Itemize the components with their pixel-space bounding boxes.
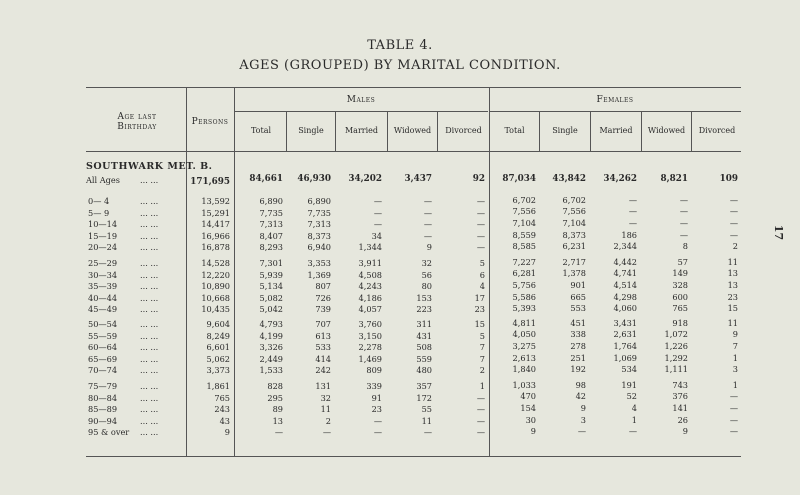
cell-male-single: 726 bbox=[315, 292, 331, 303]
cell-female-married: — bbox=[628, 206, 637, 217]
cell-female-divorced: 15 bbox=[727, 303, 738, 314]
cell-female-single: 553 bbox=[570, 303, 586, 314]
all-ages-dots: ... ... bbox=[140, 175, 159, 185]
cell-male-total: 8,407 bbox=[259, 230, 283, 241]
cell-female-married: 534 bbox=[621, 364, 637, 375]
cell-male-married: 1,469 bbox=[358, 353, 382, 364]
all-ages-persons: 171,695 bbox=[190, 177, 230, 187]
cell-male-widowed: 480 bbox=[416, 365, 432, 376]
cell-female-widowed: 918 bbox=[672, 317, 688, 328]
cell-male-widowed: — bbox=[423, 196, 432, 206]
cell-female-divorced: 1 bbox=[732, 379, 738, 390]
header-female-total: Total bbox=[504, 126, 525, 135]
cell-persons: 16,966 bbox=[201, 230, 230, 241]
cell-female-total: 6,281 bbox=[512, 268, 536, 279]
cell-male-widowed: 431 bbox=[416, 330, 432, 341]
cell-male-single: 7,313 bbox=[307, 219, 331, 230]
cell-male-widowed: 559 bbox=[416, 353, 432, 364]
cell-female-total: 3,275 bbox=[512, 341, 536, 351]
cell-female-married: 4,514 bbox=[613, 280, 637, 290]
cell-male-widowed: 80 bbox=[421, 281, 432, 292]
age-label: 75—79 bbox=[88, 381, 118, 391]
cell-male-divorced: — bbox=[476, 242, 485, 253]
cell-male-divorced: 5 bbox=[479, 330, 485, 341]
leader-dots: ... ... bbox=[140, 392, 159, 403]
cell-male-divorced: — bbox=[476, 415, 485, 426]
cell-female-single: 278 bbox=[570, 341, 586, 351]
cell-male-divorced: — bbox=[476, 207, 485, 218]
cell-persons: 12,220 bbox=[201, 269, 230, 280]
cell-male-divorced: 5 bbox=[479, 258, 485, 268]
cell-male-divorced: — bbox=[476, 196, 485, 206]
page-number: 17 bbox=[771, 224, 785, 241]
cell-female-divorced: 11 bbox=[727, 317, 738, 328]
all-ages-male-widowed: 3,437 bbox=[404, 174, 432, 184]
cell-female-married: 52 bbox=[626, 391, 637, 402]
cell-female-widowed: 765 bbox=[672, 303, 688, 314]
header-female-widowed: Widowed bbox=[647, 126, 686, 135]
cell-female-widowed: 376 bbox=[672, 391, 688, 402]
cell-male-widowed: 153 bbox=[416, 292, 432, 303]
leader-dots: ... ... bbox=[140, 330, 159, 341]
cell-male-divorced: 4 bbox=[479, 281, 485, 292]
cell-female-divorced: 11 bbox=[727, 256, 738, 267]
cell-persons: 8,249 bbox=[206, 330, 230, 341]
cell-male-single: 11 bbox=[320, 404, 331, 415]
age-label: 85—89 bbox=[88, 404, 118, 415]
cell-female-widowed: 57 bbox=[677, 256, 688, 267]
cell-male-total: 89 bbox=[272, 404, 283, 415]
cell-persons: 5,062 bbox=[206, 353, 230, 364]
cell-female-total: 470 bbox=[520, 391, 536, 402]
cell-male-total: 3,326 bbox=[259, 342, 283, 353]
cell-female-divorced: — bbox=[729, 414, 738, 425]
all-ages-male-single: 46,930 bbox=[297, 174, 331, 184]
cell-persons: 14,528 bbox=[201, 258, 230, 268]
cell-male-total: 8,293 bbox=[259, 242, 283, 253]
cell-female-divorced: 7 bbox=[732, 341, 738, 351]
age-label: 90—94 bbox=[88, 415, 118, 426]
all-ages-female-single: 43,842 bbox=[552, 174, 586, 184]
cell-female-widowed: 328 bbox=[672, 280, 688, 290]
cell-female-total: 4,811 bbox=[512, 317, 536, 328]
leader-dots: ... ... bbox=[140, 353, 159, 364]
cell-male-total: 7,735 bbox=[259, 207, 283, 218]
cell-female-married: 1,069 bbox=[613, 352, 637, 363]
leader-dots: ... ... bbox=[140, 219, 159, 230]
cell-male-total: 13 bbox=[272, 415, 283, 426]
all-ages-male-total: 84,661 bbox=[249, 174, 283, 184]
age-label: 45—49 bbox=[88, 304, 118, 315]
cell-male-married: 4,508 bbox=[358, 269, 382, 280]
cell-male-total: 2,449 bbox=[259, 353, 283, 364]
cell-male-widowed: 508 bbox=[416, 342, 432, 353]
cell-male-single: 707 bbox=[315, 319, 331, 329]
leader-dots: ... ... bbox=[140, 404, 159, 415]
age-label: 0— 4 bbox=[88, 196, 110, 206]
all-ages-female-total: 87,034 bbox=[502, 174, 536, 184]
cell-persons: 16,878 bbox=[201, 242, 230, 253]
top-rule bbox=[86, 87, 741, 88]
females-rule bbox=[490, 111, 741, 112]
cell-male-single: 1,369 bbox=[307, 269, 331, 280]
cell-male-divorced: 7 bbox=[479, 342, 485, 353]
leader-dots: ... ... bbox=[140, 230, 159, 241]
cell-female-widowed: 600 bbox=[672, 291, 688, 302]
cell-male-total: 5,082 bbox=[259, 292, 283, 303]
header-bottom-rule bbox=[86, 151, 741, 152]
header-persons: Persons bbox=[191, 117, 229, 127]
cell-male-married: 4,186 bbox=[358, 292, 382, 303]
header-age: Age last Birthday bbox=[117, 112, 157, 132]
leader-dots: ... ... bbox=[140, 342, 159, 353]
cell-female-divorced: — bbox=[729, 206, 738, 217]
cell-male-single: 8,373 bbox=[307, 230, 331, 241]
cell-persons: 6,601 bbox=[206, 342, 230, 353]
cell-female-divorced: — bbox=[729, 391, 738, 402]
cell-female-married: — bbox=[628, 194, 637, 205]
cell-persons: 243 bbox=[214, 404, 230, 415]
cell-female-single: 251 bbox=[570, 352, 586, 363]
cell-male-widowed: 32 bbox=[421, 258, 432, 268]
cell-female-married: 191 bbox=[621, 379, 637, 390]
cell-female-single: 7,556 bbox=[562, 206, 586, 217]
cell-male-single: 6,890 bbox=[307, 196, 331, 206]
cell-male-total: 828 bbox=[267, 381, 283, 391]
cell-female-single: 1,378 bbox=[562, 268, 586, 279]
cell-female-widowed: 26 bbox=[677, 414, 688, 425]
cell-female-total: 9 bbox=[530, 426, 536, 437]
cell-male-single: 414 bbox=[315, 353, 331, 364]
cell-male-single: 2 bbox=[325, 415, 331, 426]
cell-female-divorced: 13 bbox=[727, 268, 738, 279]
cell-male-total: 5,134 bbox=[259, 281, 283, 292]
cell-male-single: 242 bbox=[315, 365, 331, 376]
cell-male-married: 1,344 bbox=[358, 242, 382, 253]
cell-female-divorced: 1 bbox=[732, 352, 738, 363]
leader-dots: ... ... bbox=[140, 258, 159, 268]
cell-male-total: — bbox=[274, 427, 283, 438]
cell-female-single: 2,717 bbox=[562, 256, 586, 267]
leader-dots: ... ... bbox=[140, 242, 159, 253]
cell-female-total: 7,227 bbox=[512, 256, 536, 267]
cell-female-single: 3 bbox=[580, 414, 586, 425]
cell-male-widowed: 357 bbox=[416, 381, 432, 391]
header-female-single: Single bbox=[552, 126, 578, 135]
cell-female-widowed: 1,072 bbox=[664, 329, 688, 340]
cell-female-total: 5,756 bbox=[512, 280, 536, 290]
table-title: TABLE 4. bbox=[367, 38, 433, 53]
cell-male-widowed: 223 bbox=[416, 304, 432, 315]
cell-male-single: 613 bbox=[315, 330, 331, 341]
leader-dots: ... ... bbox=[140, 281, 159, 292]
cell-female-married: 2,344 bbox=[613, 241, 637, 252]
cell-female-married: 4,442 bbox=[613, 256, 637, 267]
age-label: 5— 9 bbox=[88, 207, 110, 218]
cell-female-single: — bbox=[577, 426, 586, 437]
cell-female-single: 98 bbox=[575, 379, 586, 390]
cell-male-married: — bbox=[373, 415, 382, 426]
age-label: 30—34 bbox=[88, 269, 118, 280]
cell-persons: 9,604 bbox=[206, 319, 230, 329]
cell-male-married: — bbox=[373, 219, 382, 230]
cell-female-widowed: 8 bbox=[682, 241, 688, 252]
header-male-widowed: Widowed bbox=[393, 126, 432, 135]
cell-male-widowed: 55 bbox=[421, 404, 432, 415]
cell-male-widowed: 9 bbox=[426, 242, 432, 253]
cell-male-total: 5,939 bbox=[259, 269, 283, 280]
cell-male-total: 7,313 bbox=[259, 219, 283, 230]
cell-male-widowed: 56 bbox=[421, 269, 432, 280]
cell-female-divorced: — bbox=[729, 403, 738, 413]
cell-female-single: 665 bbox=[570, 291, 586, 302]
header-female-divorced: Divorced bbox=[698, 126, 736, 135]
leader-dots: ... ... bbox=[140, 319, 159, 329]
cell-female-divorced: 13 bbox=[727, 280, 738, 290]
cell-female-married: 186 bbox=[621, 229, 637, 240]
cell-female-total: 4,050 bbox=[512, 329, 536, 340]
cell-female-single: 42 bbox=[575, 391, 586, 402]
age-label: 60—64 bbox=[88, 342, 118, 353]
cell-male-married: 4,057 bbox=[358, 304, 382, 315]
cell-female-married: 1,764 bbox=[613, 341, 637, 351]
cell-female-single: 7,104 bbox=[562, 218, 586, 228]
cell-persons: 9 bbox=[224, 427, 230, 438]
cell-female-divorced: 23 bbox=[727, 291, 738, 302]
cell-female-total: 5,586 bbox=[512, 291, 536, 302]
cell-female-total: 7,556 bbox=[512, 206, 536, 217]
section-heading: SOUTHWARK MET. B. bbox=[86, 161, 213, 172]
cell-persons: 1,861 bbox=[206, 381, 230, 391]
cell-female-married: — bbox=[628, 218, 637, 228]
header-females: Females bbox=[596, 95, 634, 105]
cell-male-married: 34 bbox=[371, 230, 382, 241]
cell-male-divorced: — bbox=[476, 230, 485, 241]
cell-male-widowed: 311 bbox=[416, 319, 432, 329]
cell-male-single: 739 bbox=[315, 304, 331, 315]
cell-male-married: 809 bbox=[366, 365, 382, 376]
header-male-married: Married bbox=[344, 126, 379, 135]
cell-male-total: 4,199 bbox=[259, 330, 283, 341]
cell-female-widowed: 9 bbox=[682, 426, 688, 437]
males-rule bbox=[234, 111, 488, 112]
cell-female-married: 4,298 bbox=[613, 291, 637, 302]
cell-female-widowed: 1,226 bbox=[664, 341, 688, 351]
cell-female-widowed: — bbox=[679, 218, 688, 228]
age-label: 10—14 bbox=[88, 219, 118, 230]
all-ages-female-widowed: 8,821 bbox=[660, 174, 688, 184]
cell-male-widowed: — bbox=[423, 230, 432, 241]
table-subtitle: AGES (GROUPED) BY MARITAL CONDITION. bbox=[239, 58, 561, 73]
cell-persons: 10,890 bbox=[201, 281, 230, 292]
cell-female-single: 901 bbox=[570, 280, 586, 290]
cell-female-divorced: — bbox=[729, 229, 738, 240]
cell-female-divorced: — bbox=[729, 194, 738, 205]
cell-female-single: 6,702 bbox=[562, 194, 586, 205]
cell-female-married: 4,741 bbox=[613, 268, 637, 279]
all-ages-label: All Ages bbox=[86, 175, 120, 185]
cell-female-widowed: — bbox=[679, 229, 688, 240]
cell-male-divorced: 2 bbox=[479, 365, 485, 376]
all-ages-female-married: 34,262 bbox=[603, 174, 637, 184]
cell-persons: 765 bbox=[214, 392, 230, 403]
cell-female-single: 338 bbox=[570, 329, 586, 340]
cell-persons: 10,435 bbox=[201, 304, 230, 315]
leader-dots: ... ... bbox=[140, 292, 159, 303]
cell-female-total: 30 bbox=[525, 414, 536, 425]
leader-dots: ... ... bbox=[140, 196, 159, 206]
cell-female-married: 4,060 bbox=[613, 303, 637, 314]
cell-female-divorced: 2 bbox=[732, 241, 738, 252]
cell-male-married: — bbox=[373, 427, 382, 438]
cell-male-married: 3,150 bbox=[358, 330, 382, 341]
age-label: 40—44 bbox=[88, 292, 118, 303]
header-male-divorced: Divorced bbox=[445, 126, 482, 135]
age-label: 70—74 bbox=[88, 365, 118, 376]
cell-male-married: 2,278 bbox=[358, 342, 382, 353]
age-label: 65—69 bbox=[88, 353, 118, 364]
cell-persons: 43 bbox=[219, 415, 230, 426]
cell-male-divorced: — bbox=[476, 392, 485, 403]
cell-female-total: 1,840 bbox=[512, 364, 536, 375]
cell-male-married: 339 bbox=[366, 381, 382, 391]
cell-female-divorced: — bbox=[729, 218, 738, 228]
cell-persons: 3,373 bbox=[206, 365, 230, 376]
cell-female-divorced: 9 bbox=[732, 329, 738, 340]
header-males: Males bbox=[346, 95, 376, 105]
cell-female-widowed: 149 bbox=[672, 268, 688, 279]
cell-female-total: 8,559 bbox=[512, 229, 536, 240]
cell-female-widowed: 1,111 bbox=[664, 364, 688, 375]
header-male-total: Total bbox=[250, 126, 272, 135]
leader-dots: ... ... bbox=[140, 304, 159, 315]
cell-female-total: 5,393 bbox=[512, 303, 536, 314]
cell-male-single: 6,940 bbox=[307, 242, 331, 253]
cell-male-total: 6,890 bbox=[259, 196, 283, 206]
cell-male-single: 3,353 bbox=[307, 258, 331, 268]
cell-female-widowed: — bbox=[679, 194, 688, 205]
all-ages-male-married: 34,202 bbox=[348, 174, 382, 184]
cell-male-total: 4,793 bbox=[259, 319, 283, 329]
cell-male-divorced: 17 bbox=[474, 292, 485, 303]
cell-male-divorced: 6 bbox=[479, 269, 485, 280]
leader-dots: ... ... bbox=[140, 365, 159, 376]
cell-male-married: 23 bbox=[371, 404, 382, 415]
cell-male-divorced: 1 bbox=[479, 381, 485, 391]
age-label: 15—19 bbox=[88, 230, 118, 241]
cell-male-divorced: — bbox=[476, 427, 485, 438]
age-label: 55—59 bbox=[88, 330, 118, 341]
age-label: 50—54 bbox=[88, 319, 118, 329]
cell-male-widowed: — bbox=[423, 219, 432, 230]
cell-male-single: — bbox=[322, 427, 331, 438]
cell-female-single: 8,373 bbox=[562, 229, 586, 240]
cell-male-single: 807 bbox=[315, 281, 331, 292]
header-male-single: Single bbox=[298, 126, 324, 135]
bottom-rule bbox=[86, 456, 741, 457]
header-female-married: Married bbox=[599, 126, 633, 135]
cell-male-married: — bbox=[373, 207, 382, 218]
all-ages-female-divorced: 109 bbox=[719, 174, 738, 184]
cell-persons: 15,291 bbox=[201, 207, 230, 218]
cell-male-divorced: 15 bbox=[474, 319, 485, 329]
cell-female-total: 154 bbox=[520, 403, 536, 413]
age-label: 20—24 bbox=[88, 242, 118, 253]
leader-dots: ... ... bbox=[140, 427, 159, 438]
cell-female-divorced: — bbox=[729, 426, 738, 437]
leader-dots: ... ... bbox=[140, 269, 159, 280]
cell-female-total: 1,033 bbox=[512, 379, 536, 390]
cell-female-single: 9 bbox=[580, 403, 586, 413]
cell-female-total: 7,104 bbox=[512, 218, 536, 228]
cell-female-widowed: 141 bbox=[672, 403, 688, 413]
cell-female-total: 6,702 bbox=[512, 194, 536, 205]
cell-male-single: 32 bbox=[320, 392, 331, 403]
leader-dots: ... ... bbox=[140, 207, 159, 218]
cell-female-married: 2,631 bbox=[613, 329, 637, 340]
age-label: 80—84 bbox=[88, 392, 118, 403]
cell-male-divorced: 23 bbox=[474, 304, 485, 315]
cell-male-total: 295 bbox=[267, 392, 283, 403]
cell-female-married: 3,431 bbox=[613, 317, 637, 328]
cell-male-total: 1,533 bbox=[259, 365, 283, 376]
cell-male-divorced: — bbox=[476, 219, 485, 230]
cell-male-total: 5,042 bbox=[259, 304, 283, 315]
cell-female-single: 6,231 bbox=[562, 241, 586, 252]
cell-male-widowed: 11 bbox=[421, 415, 432, 426]
cell-male-single: 533 bbox=[315, 342, 331, 353]
cell-male-divorced: — bbox=[476, 404, 485, 415]
cell-male-single: 7,735 bbox=[307, 207, 331, 218]
cell-female-widowed: — bbox=[679, 206, 688, 217]
age-label: 35—39 bbox=[88, 281, 118, 292]
cell-female-married: 4 bbox=[631, 403, 637, 413]
all-ages-male-divorced: 92 bbox=[472, 174, 485, 184]
cell-male-single: 131 bbox=[315, 381, 331, 391]
cell-female-total: 2,613 bbox=[512, 352, 536, 363]
age-label: 95 & over bbox=[88, 427, 130, 438]
cell-male-widowed: — bbox=[423, 207, 432, 218]
cell-male-widowed: — bbox=[423, 427, 432, 438]
cell-persons: 13,592 bbox=[201, 196, 230, 206]
cell-female-married: — bbox=[628, 426, 637, 437]
cell-female-married: 1 bbox=[631, 414, 637, 425]
cell-male-married: 91 bbox=[371, 392, 382, 403]
cell-persons: 14,417 bbox=[201, 219, 230, 230]
age-label: 25—29 bbox=[88, 258, 118, 268]
cell-female-single: 451 bbox=[570, 317, 586, 328]
leader-dots: ... ... bbox=[140, 381, 159, 391]
cell-male-widowed: 172 bbox=[416, 392, 432, 403]
cell-male-married: 4,243 bbox=[358, 281, 382, 292]
cell-male-married: — bbox=[373, 196, 382, 206]
cell-male-married: 3,760 bbox=[358, 319, 382, 329]
cell-female-widowed: 1,292 bbox=[664, 352, 688, 363]
cell-female-divorced: 3 bbox=[732, 364, 738, 375]
cell-male-married: 3,911 bbox=[358, 258, 382, 268]
cell-male-divorced: 7 bbox=[479, 353, 485, 364]
leader-dots: ... ... bbox=[140, 415, 159, 426]
cell-female-widowed: 743 bbox=[672, 379, 688, 390]
cell-persons: 10,668 bbox=[201, 292, 230, 303]
cell-female-single: 192 bbox=[570, 364, 586, 375]
cell-female-total: 8,585 bbox=[512, 241, 536, 252]
cell-male-total: 7,301 bbox=[259, 258, 283, 268]
